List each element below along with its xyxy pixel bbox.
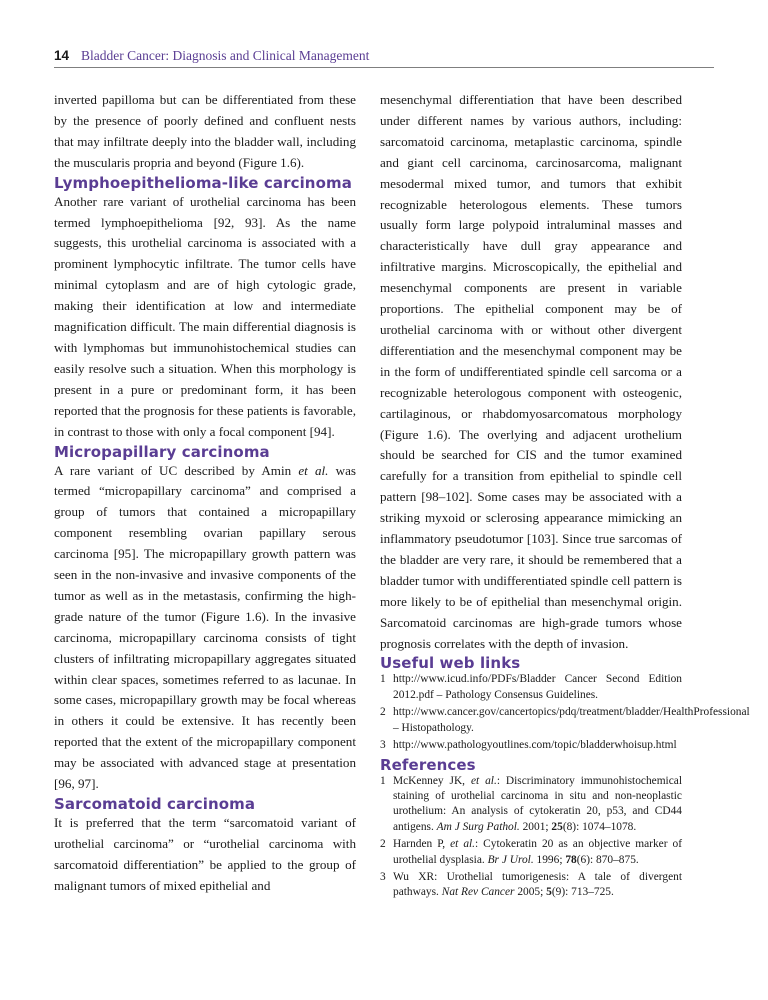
running-header [54,48,714,66]
web-link-text[interactable]: http://www.cancer.gov/cancertopics/pdq/treatment/bladder/HealthProfessional – Histopathology. [393,706,750,734]
intro-paragraph: inverted papilloma but can be differentiated from these by the presence of poorly defined and confluent nests that may infiltrate deeply into the bladder wall, including the muscularis propria and beyond (Figure 1.6). [54,92,356,170]
reference-year: 1996; [533,853,566,866]
reference-pages: (9): 713–725. [551,886,614,899]
reference-item [380,774,682,836]
reference-authors: Harnden P, [393,838,451,851]
reference-title: : Cytokeratin 20 as an objective marker of urothelial dysplasia. [393,838,682,866]
reference-title: Urothelial tumorigenesis: A tale of divergent pathways. [393,870,682,899]
references-heading: References [380,755,476,774]
web-link-item[interactable] [380,705,750,736]
left-column [54,90,356,897]
micropapillary-text-1: A rare variant of UC described by Amin [54,462,299,478]
web-links-heading: Useful web links [380,654,521,673]
reference-number: 1 [380,774,386,787]
micropapillary-heading: Micropapillary carcinoma [54,442,270,461]
reference-volume: 25 [551,820,563,833]
reference-number: 3 [380,870,386,883]
sarcomatoid-paragraph: It is preferred that the term “sarcomatoid variant of urothelial carcinoma” or “urothelial carcinoma with sarcomatoid differentiation” be applied to the group of malignant tumors of mixed epithelial and [54,815,356,893]
references-list [380,774,682,901]
reference-pages: (8): 1074–1078. [562,820,637,833]
reference-authors: McKenney JK, [393,774,471,787]
right-column [380,90,750,903]
web-link-text[interactable]: http://www.icud.info/PDFs/Bladder Cancer Second Edition 2012.pdf – Pathology Consensus Guidelines. [393,673,682,701]
reference-item [380,870,682,901]
reference-journal: Am J Surg Pathol. [436,820,520,833]
web-link-item[interactable] [380,738,682,753]
reference-year: 2005; [514,886,547,899]
web-link-item[interactable] [380,672,682,703]
reference-year: 2001; [519,820,552,833]
reference-title: : Discriminatory immunohistochemical staining of urothelial carcinoma in situ and non-neoplastic urothelium: An analysis of cytokeratin 20, p53, and CD44 antigens. [393,774,683,833]
sarcomatoid-continued-paragraph: mesenchymal differentiation that have been described under different names by various authors, including: sarcomatoid carcinoma, metaplastic carcinoma, spindle and giant cell carcinoma, carcinosarcoma, malignant mesodermal mixed tumor, and tumors that exhibit recognizable heterologous elements. These tumors usually form large polypoid intraluminal masses and characteristically have dull gray appearance and infiltrative margins. Microscopically, the epithelial and mesenchymal components are present in variable proportions. The epithelial component may be of urothelial carcinoma with or without other divergent differentiation and the mesenchymal component may be in the form of undifferentiated spindle cell sarcoma or a recognizable heterologous component with osteogenic, cartilaginous, or rhabdomyosarcomatous morphology (Figure 1.6). The overlying and adjacent urothelium should be searched for CIS and the tumor examined carefully for a transition from epithelial to spindle cell pattern [98–102]. Some cases may be associated with a striking myxoid or sclerosing appearance mimicking an inflammatory pseudotumor [103]. Since true sarcomas of the bladder are very rare, it should be remembered that a bladder tumor with undifferentiated spindle cell pattern is more likely to be of epithelial than mesenchymal origin. Sarcomatoid carcinomas are high-grade tumors whose prognosis correlates with the depth of invasion. [380,92,682,651]
reference-pages: (6): 870–875. [576,853,639,866]
web-link-number: 3 [380,739,386,752]
reference-journal: Br J Urol. [487,853,534,866]
reference-number: 2 [380,838,386,851]
header-rule [54,67,714,68]
reference-etal: et al. [450,838,476,851]
sarcomatoid-heading: Sarcomatoid carcinoma [54,795,256,813]
web-link-number: 1 [380,673,386,686]
micropapillary-etal: et al. [298,462,329,478]
reference-authors: Wu XR: [393,870,447,883]
micropapillary-paragraph [54,461,356,796]
lymphoepithelioma-heading: Lymphoepithelioma-like carcinoma [54,173,352,192]
web-links-list [380,672,750,753]
reference-item [380,837,682,868]
reference-volume: 5 [546,886,552,899]
web-link-number: 2 [380,706,386,719]
reference-etal: et al. [470,774,497,787]
web-link-text[interactable]: http://www.pathologyoutlines.com/topic/bladderwhoisup.html [393,739,677,752]
reference-journal: Nat Rev Cancer [441,886,515,899]
reference-volume: 78 [565,853,577,866]
page-number: 14 [54,48,70,63]
micropapillary-text-2: was termed “micropapillary carcinoma” and comprised a group of tumors that contained a micropapillary component resembling ovarian papillary serous carcinoma [95]. The micropapillary growth pattern was seen in the non-invasive and invasive components of the tumor as well as in the metastasis, confirming the high-grade nature of the tumor (Figure 1.6). In the invasive carcinoma, micropapillary carcinoma consists of tight clusters of infiltrating micropapillary aggregates situated within clear spaces, sometimes referred to as lacunae. In some cases, micropapillary growth may be focal whereas in others it could be extensive. It has recently been reported that the extent of the micropapillary component may be associated with advanced stage at presentation [96, 97]. [54,462,356,792]
lymphoepithelioma-paragraph: Another rare variant of urothelial carcinoma has been termed lymphoepithelioma [92, 93]. As the name suggests, this urothelial carcinoma is associated with a prominent lymphocytic infiltrate. The tumor cells have minimal cytoplasm and are of high cytologic grade, making their identification at low and intermediate magnification difficult. The main differential diagnosis is with lymphomas but immunohistochemical studies can easily resolve such a situation. When this morphology is present in a pure or predominant form, it has been reported that the prognosis for these patients is favorable, in contrast to those with only a focal component [94]. [54,193,356,439]
running-title: Bladder Cancer: Diagnosis and Clinical Management [81,48,370,63]
